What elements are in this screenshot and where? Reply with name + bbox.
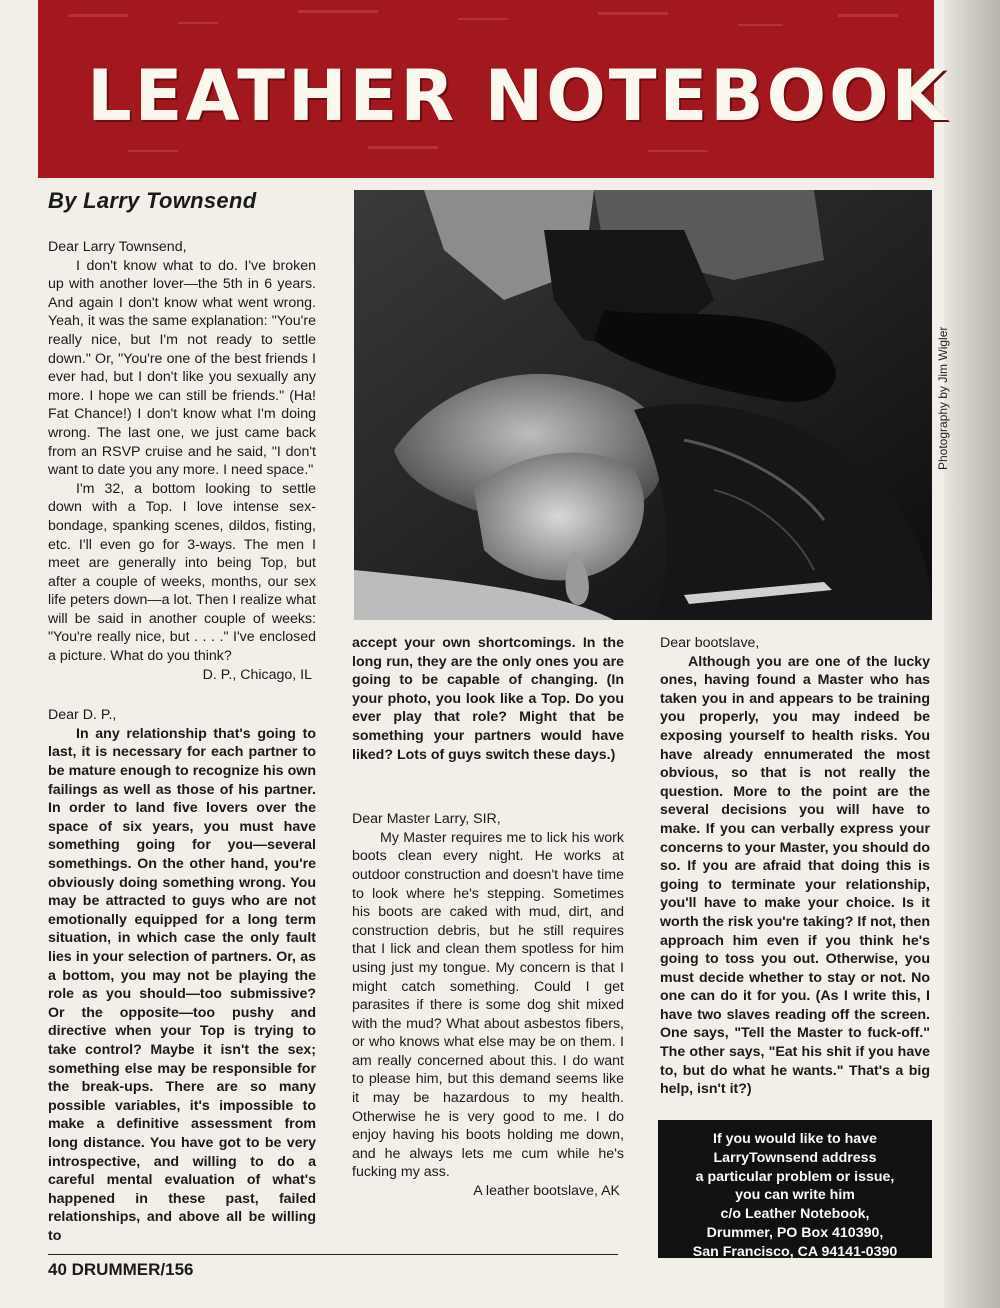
letter1-paragraph-2: I'm 32, a bottom looking to settle down with a Top. I love intense sex-bondage, spanking scenes, dildos, fisting, etc. I'll even go for 3-ways. The men I meet are generally into being Top, but after a couple of weeks, months, our sex life peters down—a lot. Then I realize what will be said in another couple of weeks: "You're really nice, but . . . ." I've enclosed a picture. What do you think? — [48, 480, 316, 665]
address-line: you can write him — [735, 1187, 855, 1204]
bootslave-photo — [354, 190, 932, 620]
title-banner — [38, 0, 949, 178]
address-line: If you would like to have — [713, 1131, 877, 1147]
letter1-signature: D. P., Chicago, IL — [202, 666, 312, 683]
letter2-paragraph-1: My Master requires me to lick his work boots clean every night. He works at outdoor construction and doesn't have time to look where he's stepping. Sometimes his boots are caked with mud, dirt, and construction debris, but he still requires that I lick and clean them spotless for him using just my tongue. My concern is that I might catch something. Could I get parasites if there is some dog shit mixed with the mud? What about asbestos fibers, or who knows what else may be on them. I am really concerned about this. I do want to please him, but this demand seems like it may be hazardous to my health. Otherwise he is very good to me. I do enjoy having his boots holding me down, and he always lets me cum while he's fucking my ass. — [352, 829, 624, 1181]
reply1-salutation: Dear D. P., — [48, 707, 117, 724]
page-spine-shadow — [944, 0, 1000, 1308]
photo-credit: Photography by Jim Wigler — [936, 326, 950, 470]
address-line: c/o Leather Notebook, — [720, 1206, 870, 1223]
letter2-salutation: Dear Master Larry, SIR, — [352, 811, 501, 828]
column-3 — [660, 634, 930, 1099]
footer-rule — [48, 1254, 618, 1255]
address-line: LarryTownsend address — [713, 1149, 877, 1166]
reply2-paragraph-1: Although you are one of the lucky ones, having found a Master who has taken you in and appears to be training you properly, you may indeed be exposing yourself to health risks. You have already ennumerated the most obvious, so that is not really the question. More to the point are the several decisions you will have to make. If you can verbally express your concerns to your Master, you should do so. If you are afraid that doing this is going to terminate your relationship, you'll have to make your choice. Is it worth the risk you're taking? If not, then approach him even if you think he's going to toss you out. Otherwise, you must decide whether to stay or not. No one can do it for you. (As I write this, I have two slaves reading off the screen. One says, "Tell the Master to fuck-off." The other says, "Eat his shit if you have to, but do what he wants." That's a big help, isn't it?) — [660, 653, 930, 1098]
reply1-paragraph-2: accept your own shortcomings. In the long run, they are the only ones you are going to be capable of changing. (In your photo, you look like a Top. Do you ever play that role? Might that be something your partners would have liked? Lots of guys switch these days.) — [352, 635, 624, 763]
column-1 — [48, 238, 316, 1245]
column-2 — [352, 634, 624, 1201]
address-line: Drummer, PO Box 410390, — [706, 1224, 884, 1241]
page-title: LEATHER NOTEBOOK — [87, 55, 949, 137]
letter1-salutation: Dear Larry Townsend, — [48, 239, 187, 255]
page-footer: 40 DRUMMER/156 — [48, 1260, 194, 1279]
address-box — [658, 1120, 932, 1258]
reply2-salutation: Dear bootslave, — [660, 635, 760, 651]
address-line: a particular problem or issue, — [695, 1168, 895, 1185]
reply1-paragraph-1: In any relationship that's going to last, it is necessary for each partner to be mature enough to recognize his own failings as well as those of his partner. In order to land five lovers over the space of six years, you must have something going for you—several somethings. On the other hand, you're obviously doing something wrong. You may be attracted to guys who are not emotionally equipped for a long term situation, in which case the only fault lies in your selection of partners. Or, as a bottom, you may not be playing the role as you should—too submissive? Or the opposite—too pushy and directive when your Top is trying to take control? Maybe it isn't the sex; something else may be responsible for the break-ups. There are so many possible variables, it's impossible to make a definitive assessment from long distance. You have got to be very introspective, and willing to do a careful mental evaluation of what's happened in these past, failed relationships, and above all be willing to — [48, 725, 316, 1244]
byline: By Larry Townsend — [48, 188, 257, 213]
letter2-signature: A leather bootslave, AK — [473, 1183, 620, 1200]
address-line: San Francisco, CA 94141-0390 — [692, 1243, 898, 1260]
letter1-paragraph-1: I don't know what to do. I've broken up with another lover—the 5th in 6 years. And again I don't know what went wrong. Yeah, it was the same explanation: "You're really nice, but I'm not ready to settle down." Or, "You're one of the best friends I ever had, but I don't like you sexually any more. I hope we can still be friends." (Ha! Fat Chance!) I don't know what I'm doing wrong. The last one, we just came back from an RSVP cruise and he said, "I don't want to date you any more. I need space." — [48, 257, 316, 479]
